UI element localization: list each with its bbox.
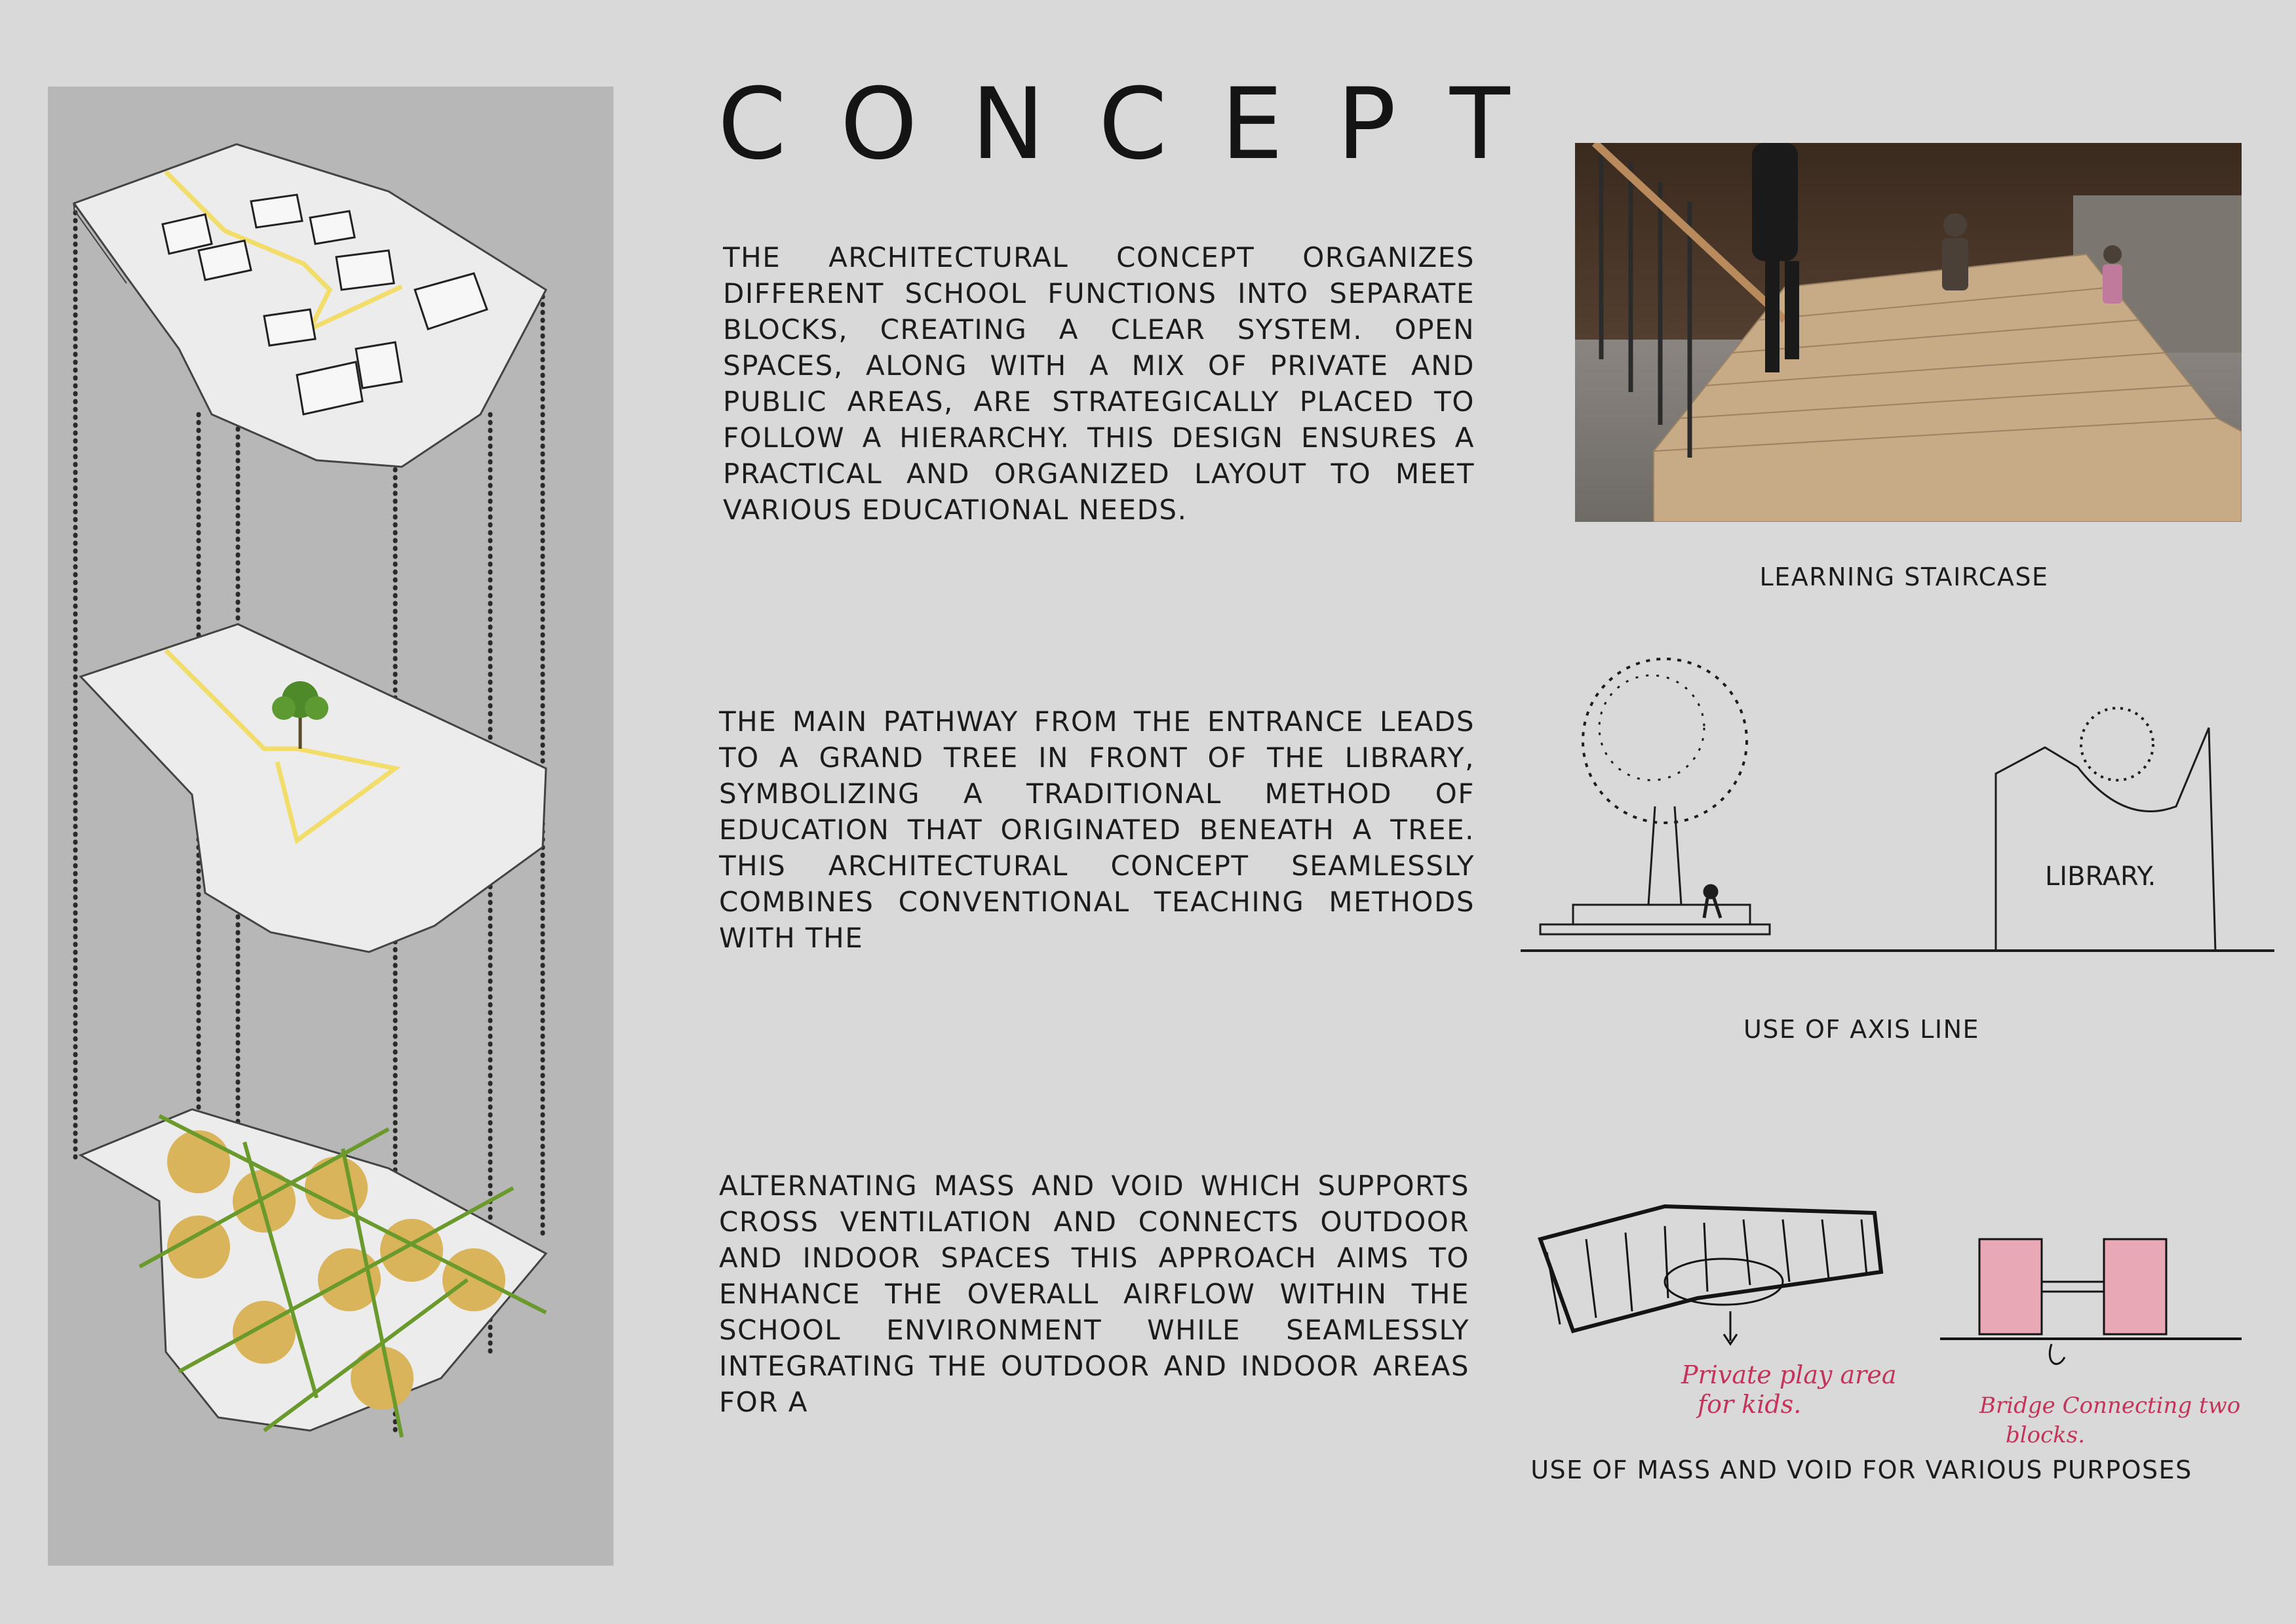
learning-staircase-render — [1575, 143, 2242, 522]
concept-paragraph-mass-void: ALTERNATING MASS AND VOID WHICH SUPPORTS CROSS VENTILATION AND CONNECTS OUTDOOR AND INDOOR SPACES THIS APPROACH AIMS TO ENHANCE THE OVERALL AIRFLOW WITHIN THE SCHOOL ENVIRONMENT WHILE SEAMLESSLY INTEGRATING THE OUTDOOR AND INDOOR AREAS FOR A — [719, 1170, 1469, 1418]
concept-diagram-panel — [48, 87, 613, 1566]
sketch-library — [1996, 708, 2215, 951]
concept-paragraph-axis: THE MAIN PATHWAY FROM THE ENTRANCE LEADS TO A GRAND TREE IN FRONT OF THE LIBRARY, SYMBOLIZING A TRADITIONAL METHOD OF EDUCATION THAT ORIGINATED BENEATH A TREE. THIS ARCHITECTURAL CONCEPT SEAMLESSLY COMBINES CONVENTIONAL TEACHING METHODS WITH THE — [719, 705, 1475, 954]
library-sketch-label: LIBRARY. — [2045, 862, 2156, 892]
axis-line-sketch — [1521, 629, 2274, 983]
caption-learning-staircase: LEARNING STAIRCASE — [1759, 563, 2049, 591]
sketch-two-blocks-bridge — [1940, 1239, 2242, 1339]
sketch-tree — [1521, 659, 2274, 951]
top-plate-blocks — [74, 144, 546, 467]
note-blocks: blocks. — [2006, 1422, 2086, 1448]
note-for-kids: for kids. — [1698, 1390, 1802, 1419]
mass-void-sketch — [1534, 1167, 2261, 1456]
caption-mass-void: USE OF MASS AND VOID FOR VARIOUS PURPOSES — [1530, 1456, 2192, 1484]
note-private-play-area: Private play area — [1681, 1360, 1897, 1389]
caption-axis-line: USE OF AXIS LINE — [1743, 1015, 1980, 1044]
middle-plate-axis — [81, 624, 546, 952]
exploded-axonometric-diagram — [48, 87, 613, 1566]
sketch-courtyard-block — [1540, 1206, 1881, 1331]
concept-paragraph-blocks: THE ARCHITECTURAL CONCEPT ORGANIZES DIFFERENT SCHOOL FUNCTIONS INTO SEPARATE BLOCKS, CREATING A CLEAR SYSTEM. OPEN SPACES, ALONG WITH A MIX OF PRIVATE AND PUBLIC AREAS, ARE STRATEGICALLY PLACED TO FOLLOW A HIERARCHY. THIS DESIGN ENSURES A PRACTICAL AND ORGANIZED LAYOUT TO MEET VARIOUS EDUCATIONAL NEEDS. — [723, 241, 1475, 526]
note-bridge-connecting: Bridge Connecting two — [1979, 1393, 2241, 1419]
page-title: CONCEPT — [718, 68, 1564, 182]
bottom-plate-mass-void — [81, 1109, 546, 1437]
